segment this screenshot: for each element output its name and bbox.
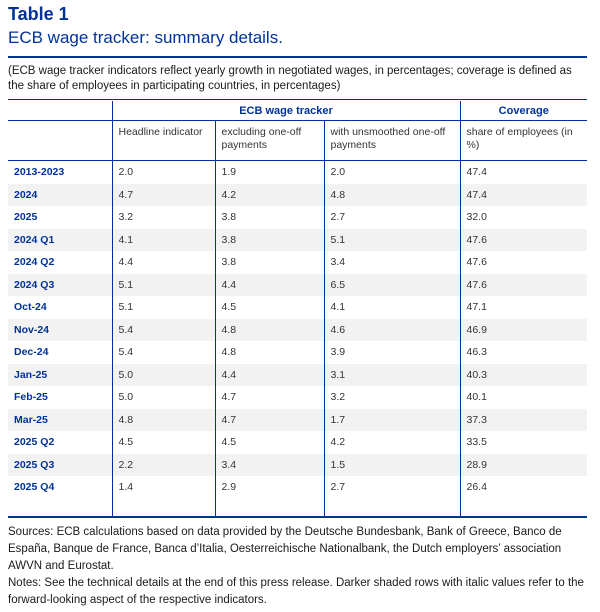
row-label: 2013-2023	[14, 166, 65, 179]
row-label: 2024 Q3	[8, 274, 112, 297]
notes-note: Notes: See the technical details at the end of this press release. Darker shaded rows with italic values refer to the forward-looking aspect of the respective indicators.	[8, 577, 584, 606]
row-label: Jan-25	[8, 364, 112, 387]
cell-headline: 5.0	[112, 386, 215, 409]
cell-unsmoothed: 3.9	[324, 341, 460, 364]
row-label: 2025 Q4	[14, 481, 55, 494]
table-title: ECB wage tracker: summary details.	[8, 28, 283, 47]
cell-headline: 2.0	[112, 161, 215, 184]
cell-share: 47.6	[460, 274, 587, 297]
title-divider	[8, 56, 587, 58]
cell-unsmoothed: 4.2	[324, 431, 460, 454]
cell-headline: 4.8	[112, 409, 215, 432]
table-footnotes	[8, 524, 588, 609]
cell-share: 47.4	[460, 184, 587, 207]
spacer-cell	[460, 499, 587, 518]
table-intro-note: (ECB wage tracker indicators reflect yearly growth in negotiated wages, in percentages; coverage is defined as the share of employees in participating countries, in percentages)	[8, 65, 572, 92]
cell-unsmoothed: 2.7	[324, 476, 460, 499]
table-row	[8, 341, 587, 364]
cell-unsmoothed: 4.1	[324, 296, 460, 319]
cell-unsmoothed: 4.6	[324, 319, 460, 342]
row-label: Oct-24	[14, 301, 47, 314]
table-row	[8, 184, 587, 207]
cell-headline: 5.4	[112, 341, 215, 364]
cell-unsmoothed: 3.4	[324, 251, 460, 274]
spacer-cell	[324, 499, 460, 518]
group-header-tracker: ECB wage tracker	[112, 101, 460, 121]
table-spacer-row	[8, 499, 587, 518]
cell-unsmoothed: 3.2	[324, 386, 460, 409]
table-row	[8, 454, 587, 477]
cell-headline: 4.7	[112, 184, 215, 207]
cell-excluding: 4.4	[215, 364, 324, 387]
row-label: 2025 Q2	[14, 436, 55, 449]
cell-share: 47.1	[460, 296, 587, 319]
table-row	[8, 206, 587, 229]
row-label: Dec-24	[14, 346, 49, 359]
row-label: Mar-25	[8, 409, 112, 432]
cell-headline: 4.1	[112, 229, 215, 252]
cell-share: 37.3	[460, 409, 587, 432]
cell-share: 46.3	[460, 341, 587, 364]
cell-unsmoothed: 1.5	[324, 454, 460, 477]
cell-excluding: 4.2	[215, 184, 324, 207]
table-row	[8, 431, 587, 454]
cell-unsmoothed: 1.7	[324, 409, 460, 432]
cell-excluding: 4.8	[215, 319, 324, 342]
table-row	[8, 364, 587, 387]
table-body	[8, 161, 587, 518]
cell-share: 26.4	[460, 476, 587, 499]
cell-headline: 4.5	[112, 431, 215, 454]
cell-unsmoothed: 2.7	[324, 206, 460, 229]
row-label: 2024 Q1	[8, 229, 112, 252]
row-label: 2025 Q3	[8, 454, 112, 477]
table-row	[8, 274, 587, 297]
table-row	[8, 386, 587, 409]
col-header-share: share of employees (in %)	[460, 121, 587, 161]
table-row	[8, 319, 587, 342]
spacer-cell	[215, 499, 324, 518]
table-label: Table 1	[8, 4, 69, 24]
cell-headline: 5.1	[112, 296, 215, 319]
cell-excluding: 3.8	[215, 206, 324, 229]
row-label: Nov-24	[8, 319, 112, 342]
col-header-unsmoothed: with unsmoothed one-off payments	[324, 121, 460, 161]
cell-unsmoothed: 2.0	[324, 161, 460, 184]
cell-share: 47.6	[460, 229, 587, 252]
cell-excluding: 2.9	[215, 476, 324, 499]
row-label-header	[8, 121, 112, 161]
cell-unsmoothed: 6.5	[324, 274, 460, 297]
cell-excluding: 4.7	[215, 409, 324, 432]
cell-share: 33.5	[460, 431, 587, 454]
wage-tracker-table	[8, 101, 587, 518]
spacer-cell	[112, 499, 215, 518]
table-row	[8, 476, 587, 499]
col-header-headline: Headline indicator	[112, 121, 215, 161]
cell-unsmoothed: 3.1	[324, 364, 460, 387]
cell-headline: 2.2	[112, 454, 215, 477]
cell-excluding: 1.9	[215, 161, 324, 184]
cell-excluding: 4.8	[215, 341, 324, 364]
cell-excluding: 4.7	[215, 386, 324, 409]
cell-share: 46.9	[460, 319, 587, 342]
cell-share: 47.6	[460, 251, 587, 274]
cell-share: 28.9	[460, 454, 587, 477]
cell-share: 40.1	[460, 386, 587, 409]
cell-headline: 5.4	[112, 319, 215, 342]
spacer-cell	[8, 499, 112, 518]
row-label: 2025	[14, 211, 38, 224]
cell-headline: 4.4	[112, 251, 215, 274]
cell-excluding: 3.4	[215, 454, 324, 477]
cell-headline: 5.1	[112, 274, 215, 297]
cell-headline: 3.2	[112, 206, 215, 229]
cell-headline: 1.4	[112, 476, 215, 499]
cell-excluding: 4.5	[215, 431, 324, 454]
cell-headline: 5.0	[112, 364, 215, 387]
table-row	[8, 251, 587, 274]
cell-excluding: 3.8	[215, 251, 324, 274]
footer-divider	[8, 516, 587, 518]
cell-unsmoothed: 4.8	[324, 184, 460, 207]
cell-excluding: 4.5	[215, 296, 324, 319]
row-label: 2024	[8, 184, 112, 207]
col-header-excluding: excluding one-off payments	[215, 121, 324, 161]
table-row	[8, 296, 587, 319]
row-label: 2024 Q2	[14, 256, 55, 269]
table-row	[8, 409, 587, 432]
table-row	[8, 161, 587, 184]
cell-excluding: 3.8	[215, 229, 324, 252]
sources-note: Sources: ECB calculations based on data provided by the Deutsche Bundesbank, Bank of Greece, Banco de España, Banque de France, Banca d’Italia, Oesterreichische Nationalbank, the Dutch employers’ association AWVN and Eurostat.	[8, 526, 562, 572]
intro-divider	[8, 99, 587, 100]
row-label: Feb-25	[14, 391, 48, 404]
cell-share: 47.4	[460, 161, 587, 184]
cell-share: 32.0	[460, 206, 587, 229]
cell-excluding: 4.4	[215, 274, 324, 297]
table-row	[8, 229, 587, 252]
cell-share: 40.3	[460, 364, 587, 387]
group-header-coverage: Coverage	[460, 101, 587, 121]
header-blank	[8, 101, 112, 121]
cell-unsmoothed: 5.1	[324, 229, 460, 252]
